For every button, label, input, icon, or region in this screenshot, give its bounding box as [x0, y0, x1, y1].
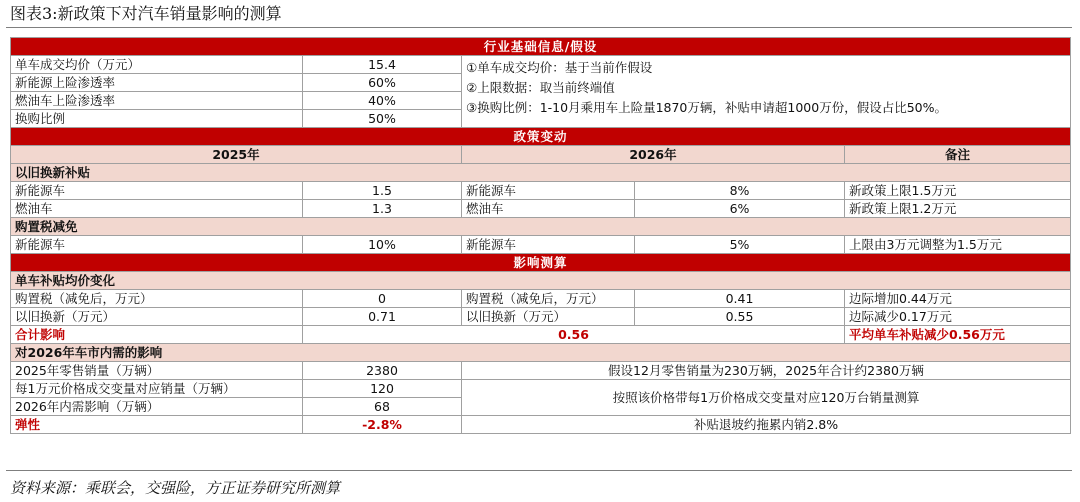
total-impact-value: 0.56	[303, 326, 845, 344]
cell-2026-item: 新能源车	[462, 182, 635, 200]
section-impact-header: 影响测算	[11, 254, 1071, 272]
basic-row	[11, 56, 1071, 74]
year-2026-header: 2026年	[462, 146, 845, 164]
cell-2025-item: 新能源车	[11, 236, 303, 254]
cell-2026-value: 0.41	[635, 290, 845, 308]
impact-row	[11, 290, 1071, 308]
policy-impact-table	[10, 37, 1071, 434]
demand-value: 2380	[303, 362, 462, 380]
policy-year-header-row	[11, 146, 1071, 164]
policy-row	[11, 236, 1071, 254]
cell-2026-item: 购置税（减免后，万元）	[462, 290, 635, 308]
elasticity-note: 补贴退坡约拖累内销2.8%	[462, 416, 1071, 434]
cell-2026-value: 5%	[635, 236, 845, 254]
section-impact-row	[11, 254, 1071, 272]
note-line: ①单车成交均价：基于当前作假设	[466, 60, 653, 75]
tax-subheader-row	[11, 218, 1071, 236]
section-policy-row	[11, 128, 1071, 146]
basic-label: 换购比例	[11, 110, 303, 128]
cell-2025-value: 0.71	[303, 308, 462, 326]
cell-remark: 新政策上限1.5万元	[845, 182, 1071, 200]
cell-2025-item: 新能源车	[11, 182, 303, 200]
year-2025-header: 2025年	[11, 146, 462, 164]
note-line: ③换购比例：1-10月乘用车上险量1870万辆，补贴申请超1000万份，假设占比50%。	[466, 100, 947, 115]
total-impact-label: 合计影响	[11, 326, 303, 344]
source-note: 资料来源：乘联会，交强险，方正证券研究所测算	[10, 479, 341, 497]
assumption-notes	[462, 56, 1071, 128]
demand-label: 2026年内需影响（万辆）	[11, 398, 303, 416]
cell-remark: 边际减少0.17万元	[845, 308, 1071, 326]
elasticity-value: -2.8%	[303, 416, 462, 434]
total-impact-row	[11, 326, 1071, 344]
basic-label: 新能源上险渗透率	[11, 74, 303, 92]
demand-note: 假设12月零售销量为230万辆，2025年合计约2380万辆	[462, 362, 1071, 380]
subsidy-title: 单车补贴均价变化	[11, 272, 1071, 290]
cell-2025-item: 燃油车	[11, 200, 303, 218]
note-line: ②上限数据：取当前终端值	[466, 80, 615, 95]
subsidy-subheader-row	[11, 272, 1071, 290]
cell-2025-item: 以旧换新（万元）	[11, 308, 303, 326]
demand-row	[11, 380, 1071, 398]
elasticity-row	[11, 416, 1071, 434]
cell-2025-value: 0	[303, 290, 462, 308]
elasticity-label: 弹性	[11, 416, 303, 434]
basic-label: 燃油车上险渗透率	[11, 92, 303, 110]
policy-row	[11, 182, 1071, 200]
impact-row	[11, 308, 1071, 326]
cell-remark: 上限由3万元调整为1.5万元	[845, 236, 1071, 254]
demand-value: 68	[303, 398, 462, 416]
total-impact-remark: 平均单车补贴减少0.56万元	[845, 326, 1071, 344]
source-divider	[6, 470, 1072, 471]
tradein-title: 以旧换新补贴	[11, 164, 1071, 182]
cell-2026-item: 新能源车	[462, 236, 635, 254]
title-divider	[6, 27, 1072, 28]
demand-merged-note: 按照该价格带每1万价格成交变量对应120万台销量测算	[462, 380, 1071, 416]
cell-remark: 边际增加0.44万元	[845, 290, 1071, 308]
demand-title: 对2026年车市内需的影响	[11, 344, 1071, 362]
cell-2026-value: 0.55	[635, 308, 845, 326]
cell-2025-item: 购置税（减免后，万元）	[11, 290, 303, 308]
cell-2025-value: 1.3	[303, 200, 462, 218]
demand-subheader-row	[11, 344, 1071, 362]
policy-row	[11, 200, 1071, 218]
tax-title: 购置税减免	[11, 218, 1071, 236]
tradein-subheader-row	[11, 164, 1071, 182]
cell-remark: 新政策上限1.2万元	[845, 200, 1071, 218]
demand-label: 2025年零售销量（万辆）	[11, 362, 303, 380]
cell-2025-value: 1.5	[303, 182, 462, 200]
cell-2026-item: 燃油车	[462, 200, 635, 218]
basic-value: 15.4	[303, 56, 462, 74]
cell-2026-item: 以旧换新（万元）	[462, 308, 635, 326]
demand-label: 每1万元价格成交变量对应销量（万辆）	[11, 380, 303, 398]
basic-value: 50%	[303, 110, 462, 128]
cell-2026-value: 8%	[635, 182, 845, 200]
demand-row	[11, 362, 1071, 380]
cell-2026-value: 6%	[635, 200, 845, 218]
section-policy-header: 政策变动	[11, 128, 1071, 146]
section-basic-row	[11, 38, 1071, 56]
remark-header: 备注	[845, 146, 1071, 164]
basic-value: 40%	[303, 92, 462, 110]
demand-value: 120	[303, 380, 462, 398]
section-basic-header: 行业基础信息/假设	[11, 38, 1071, 56]
cell-2025-value: 10%	[303, 236, 462, 254]
page-title: 图表3:新政策下对汽车销量影响的测算	[10, 4, 282, 23]
basic-value: 60%	[303, 74, 462, 92]
basic-label: 单车成交均价（万元）	[11, 56, 303, 74]
